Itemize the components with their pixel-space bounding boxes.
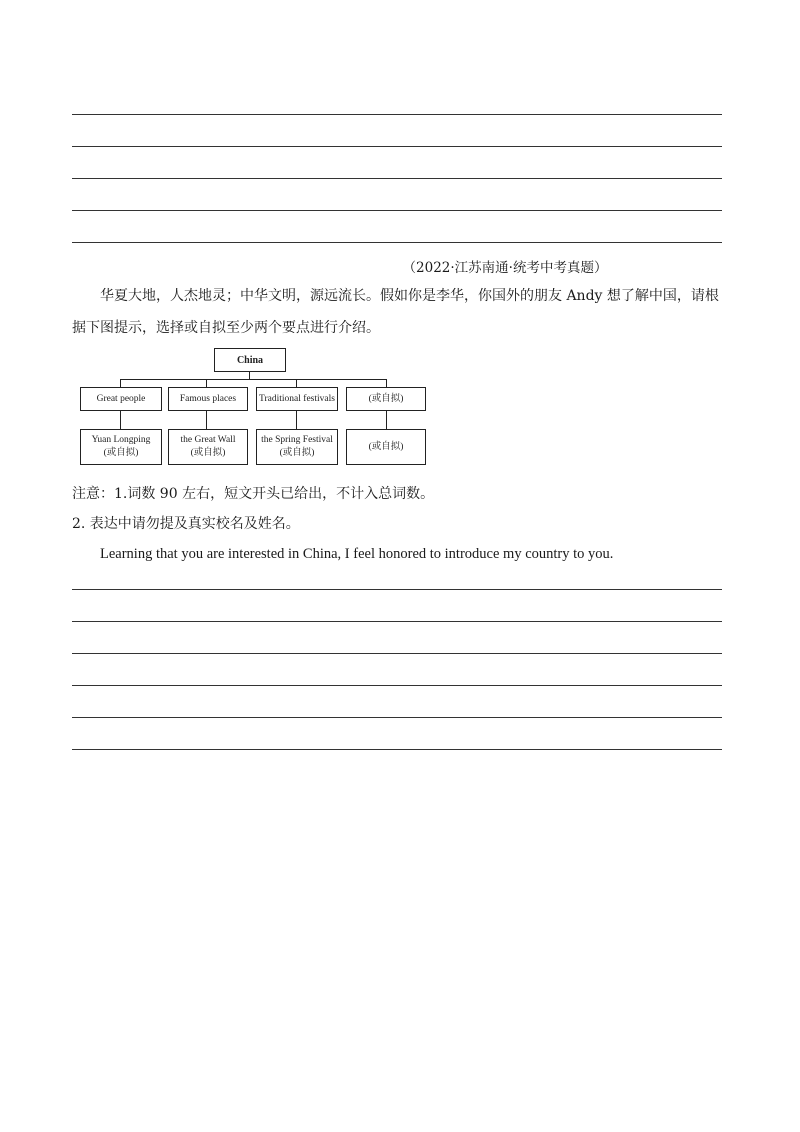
- prompt-line-2: 据下图提示，选择或自拟至少两个要点进行介绍。: [72, 320, 380, 336]
- example-box: [80, 429, 162, 465]
- example-note: (或自拟): [368, 441, 404, 452]
- example-box: [346, 429, 426, 465]
- example-note: (或自拟): [279, 448, 315, 458]
- writing-line: [72, 242, 722, 243]
- category-box: Traditional festivals: [256, 387, 338, 411]
- connector-line: [206, 379, 207, 387]
- connector-line: [386, 410, 387, 429]
- example-note: (或自拟): [103, 448, 139, 458]
- example-note: (或自拟): [190, 448, 226, 458]
- writing-line: [72, 653, 722, 654]
- example-name: the Great Wall: [180, 435, 236, 445]
- writing-line: [72, 178, 722, 179]
- writing-line: [72, 749, 722, 750]
- writing-line: [72, 621, 722, 622]
- category-box: Great people: [80, 387, 162, 411]
- category-box: (或自拟): [346, 387, 426, 411]
- question-source-text: （2022·江苏南通·统考中考真题）: [402, 260, 608, 276]
- writing-line: [72, 210, 722, 211]
- example-box: [256, 429, 338, 465]
- example-box: [168, 429, 248, 465]
- writing-line: [72, 717, 722, 718]
- writing-line: [72, 146, 722, 147]
- writing-line: [72, 589, 722, 590]
- writing-line: [72, 114, 722, 115]
- note-line-1: 注意：1.词数 90 左右，短文开头已给出，不计入总词数。: [72, 486, 435, 502]
- connector-line: [206, 410, 207, 429]
- connector-line: [249, 371, 250, 379]
- opening-sentence: Learning that you are interested in China, I feel honored to introduce my country to you.: [100, 546, 614, 562]
- connector-line: [296, 379, 297, 387]
- note-line-2: 2. 表达中请勿提及真实校名及姓名。: [72, 516, 300, 532]
- example-name: Yuan Longping: [91, 435, 151, 445]
- category-box: Famous places: [168, 387, 248, 411]
- connector-line: [296, 410, 297, 429]
- connector-line: [386, 379, 387, 387]
- example-name: the Spring Festival: [261, 435, 333, 445]
- connector-line: [120, 379, 386, 380]
- question-source: [0, 256, 800, 276]
- prompt-line-1: 华夏大地，人杰地灵；中华文明，源远流长。假如你是李华，你国外的朋友 Andy 想了解中国，请根: [100, 288, 719, 304]
- connector-line: [120, 379, 121, 387]
- connector-line: [120, 410, 121, 429]
- writing-line: [72, 685, 722, 686]
- diagram-root-box: China: [214, 348, 286, 372]
